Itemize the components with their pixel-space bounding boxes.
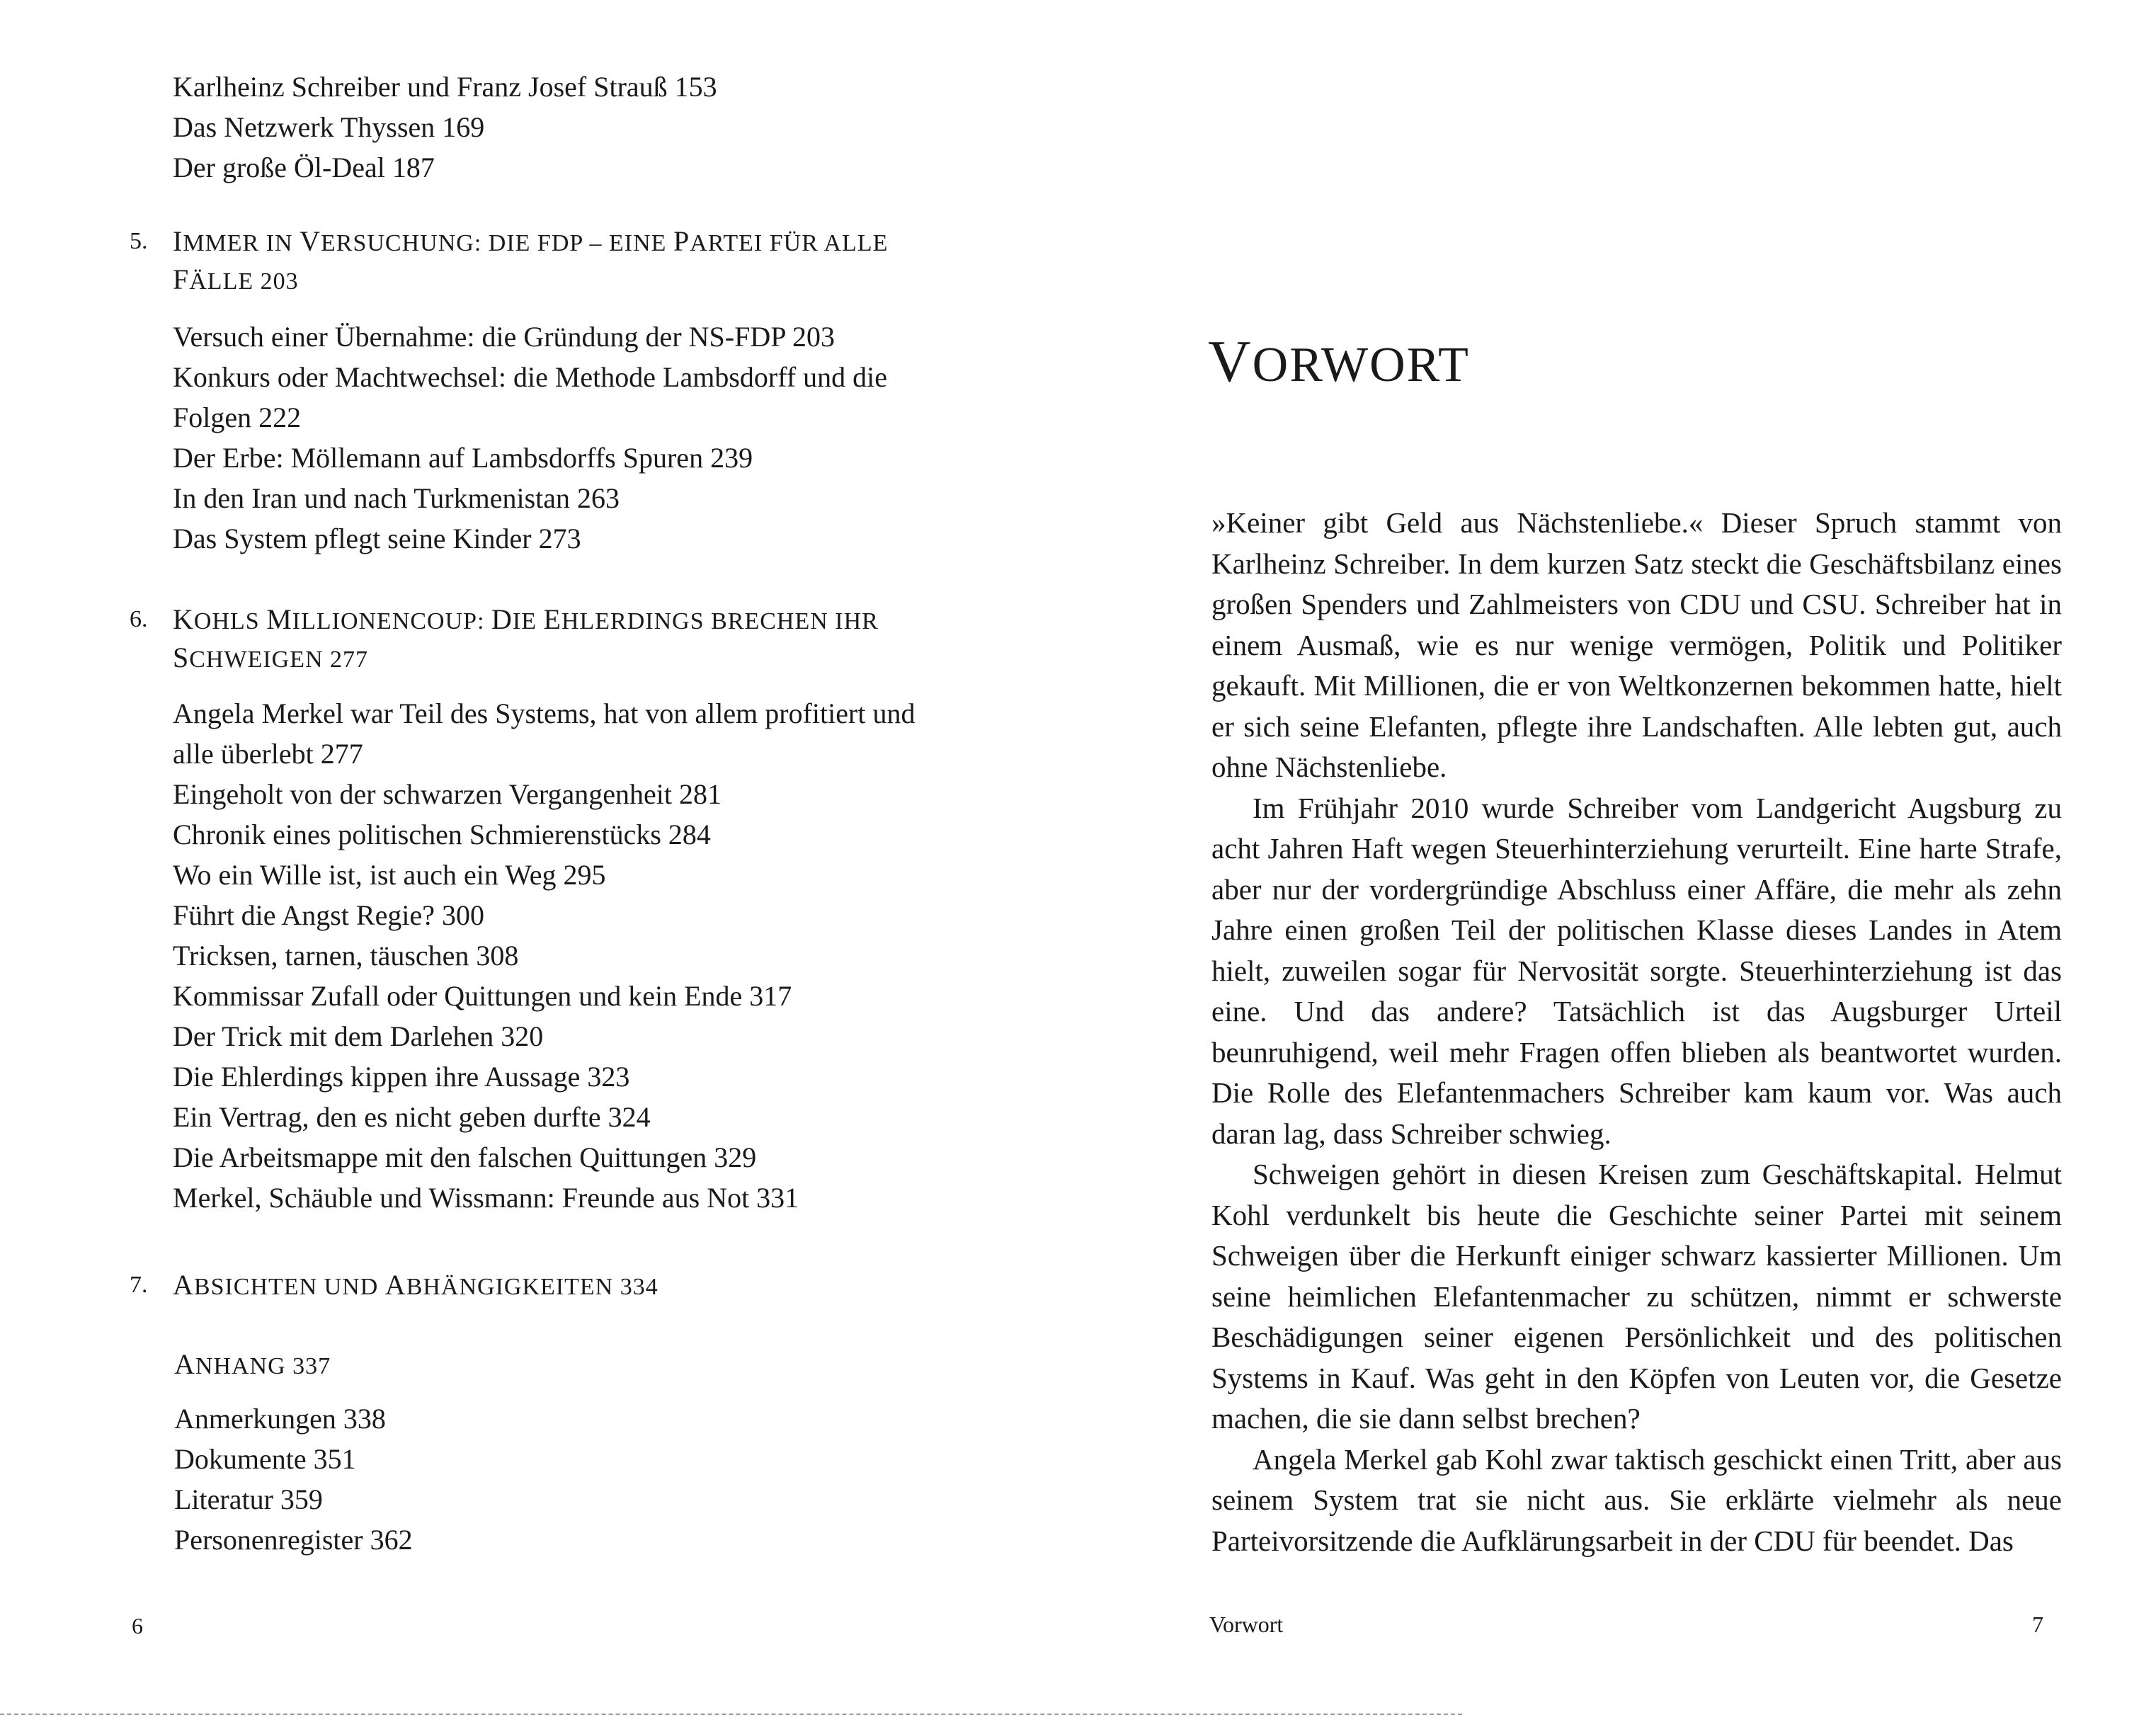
appendix-title: ANHANG 337 — [174, 1348, 331, 1380]
toc-entry: Personenregister 362 — [174, 1524, 413, 1556]
scan-edge-divider — [0, 1714, 1462, 1715]
toc-entry: Eingeholt von der schwarzen Vergangenheit 281 — [173, 778, 721, 810]
toc-entry: Dokumente 351 — [174, 1443, 356, 1475]
toc-entry: Die Arbeitsmappe mit den falschen Quittungen 329 — [173, 1141, 757, 1173]
toc-entry: Der Trick mit dem Darlehen 320 — [173, 1020, 544, 1052]
toc-entry: Versuch einer Übernahme: die Gründung der NS-FDP 203 — [173, 321, 835, 353]
toc-entry: In den Iran und nach Turkmenistan 263 — [173, 482, 620, 514]
left-page-number: 6 — [132, 1613, 143, 1638]
running-head: Vorwort — [1209, 1612, 1284, 1637]
toc-entry: Tricksen, tarnen, täuschen 308 — [173, 940, 519, 971]
toc-entry: Chronik eines politischen Schmierenstücks 284 — [173, 819, 711, 850]
chapter-5-number: 5. — [130, 228, 148, 254]
chapter-7-number: 7. — [130, 1272, 148, 1298]
paragraph: Angela Merkel gab Kohl zwar taktisch geschickt einen Tritt, aber aus seinem System trat sie nicht aus. Sie erklärte vielmehr als neue Parteivorsitzende die Aufklärungsarbeit in der CDU für beendet. Das — [1211, 1442, 2062, 1557]
body-text — [1211, 503, 2062, 1561]
toc-entry: Folgen 222 — [173, 401, 302, 433]
right-page-number: 7 — [2032, 1612, 2043, 1637]
paragraph: »Keiner gibt Geld aus Nächstenliebe.« Dieser Spruch stammt von Karlheinz Schreiber. In dem kurzen Satz steckt die Geschäftsbilanz eines großen Spenders und Zahlmeisters von CDU und CSU. Schreiber hat in einem Ausmaß, wie es nur wenige vermögen, Politik und Politiker gekauft. Mit Millionen, die er von Weltkonzernen bekommen hatte, hielt er sich seine Elefanten, pflegte ihre Landschaften. Alle lebten gut, auch ohne Nächstenliebe. — [1211, 506, 2062, 783]
toc-entry: Ein Vertrag, den es nicht geben durfte 324 — [173, 1101, 651, 1133]
toc-entry: Karlheinz Schreiber und Franz Josef Strauß 153 — [173, 71, 717, 103]
toc-entry: alle überlebt 277 — [173, 738, 363, 770]
chapter-5-title-line-2: FÄLLE 203 — [173, 263, 299, 295]
toc-entry: Das Netzwerk Thyssen 169 — [173, 111, 485, 143]
chapter-6-title: KOHLS MILLIONENCOUP: DIE EHLERDINGS BRECHEN IHR — [173, 603, 879, 635]
toc-entry: Die Ehlerdings kippen ihre Aussage 323 — [173, 1061, 630, 1093]
page-title: VORWORT — [1208, 329, 1470, 394]
toc-entry: Kommissar Zufall oder Quittungen und kein Ende 317 — [173, 980, 792, 1012]
chapter-7-title: ABSICHTEN UND ABHÄNGIGKEITEN 334 — [173, 1269, 658, 1301]
toc-entry: Literatur 359 — [174, 1483, 323, 1515]
toc-entry: Der Erbe: Möllemann auf Lambsdorffs Spuren 239 — [173, 442, 753, 474]
paragraph: Im Frühjahr 2010 wurde Schreiber vom Landgericht Augsburg zu acht Jahren Haft wegen Steuerhinterziehung verurteilt. Eine harte Strafe, aber nur der vordergründige Abschluss einer Affäre, die mehr als zehn Jahre einen großen Teil der politischen Klasse dieses Landes in Atem hielt, zuweilen sogar für Nervosität sorgte. Steuerhinterziehung ist das eine. Und das andere? Tatsächlich ist das Augsburger Urteil beunruhigend, weil mehr Fragen offen blieben als beantwortet wurden. Die Rolle des Elefantenmachers Schreiber kam kaum vor. Was auch daran lag, dass Schreiber schwieg. — [1211, 791, 2062, 1150]
chapter-5-title: IMMER IN VERSUCHUNG: DIE FDP – EINE PARTEI FÜR ALLE — [173, 225, 889, 257]
toc-entry: Angela Merkel war Teil des Systems, hat von allem profitiert und — [173, 697, 916, 729]
toc-entry: Wo ein Wille ist, ist auch ein Weg 295 — [173, 859, 606, 891]
toc-entry: Merkel, Schäuble und Wissmann: Freunde aus Not 331 — [173, 1182, 799, 1214]
toc-entry: Anmerkungen 338 — [174, 1403, 386, 1435]
chapter-6-title-line-2: SCHWEIGEN 277 — [173, 642, 369, 673]
toc-entry: Konkurs oder Machtwechsel: die Methode Lambsdorff und die — [173, 361, 888, 393]
paragraph: Schweigen gehört in diesen Kreisen zum Geschäftskapital. Helmut Kohl verdunkelt bis heute die Geschichte seiner Partei mit seinem Schweigen über die Herkunft einiger schwarz kassierter Millionen. Um seine heimlichen Elefantenmacher zu schützen, nimmt er schwerste Beschädigungen seiner eigenen Persönlichkeit und des politischen Systems in Kauf. Was geht in den Köpfen von Leuten vor, die Gesetze machen, die sie dann selbst brechen? — [1211, 1158, 2062, 1435]
toc-entry: Der große Öl-Deal 187 — [173, 152, 435, 183]
toc-entry: Führt die Angst Regie? 300 — [173, 899, 484, 931]
toc-entry: Das System pflegt seine Kinder 273 — [173, 523, 581, 554]
chapter-6-number: 6. — [130, 606, 148, 632]
